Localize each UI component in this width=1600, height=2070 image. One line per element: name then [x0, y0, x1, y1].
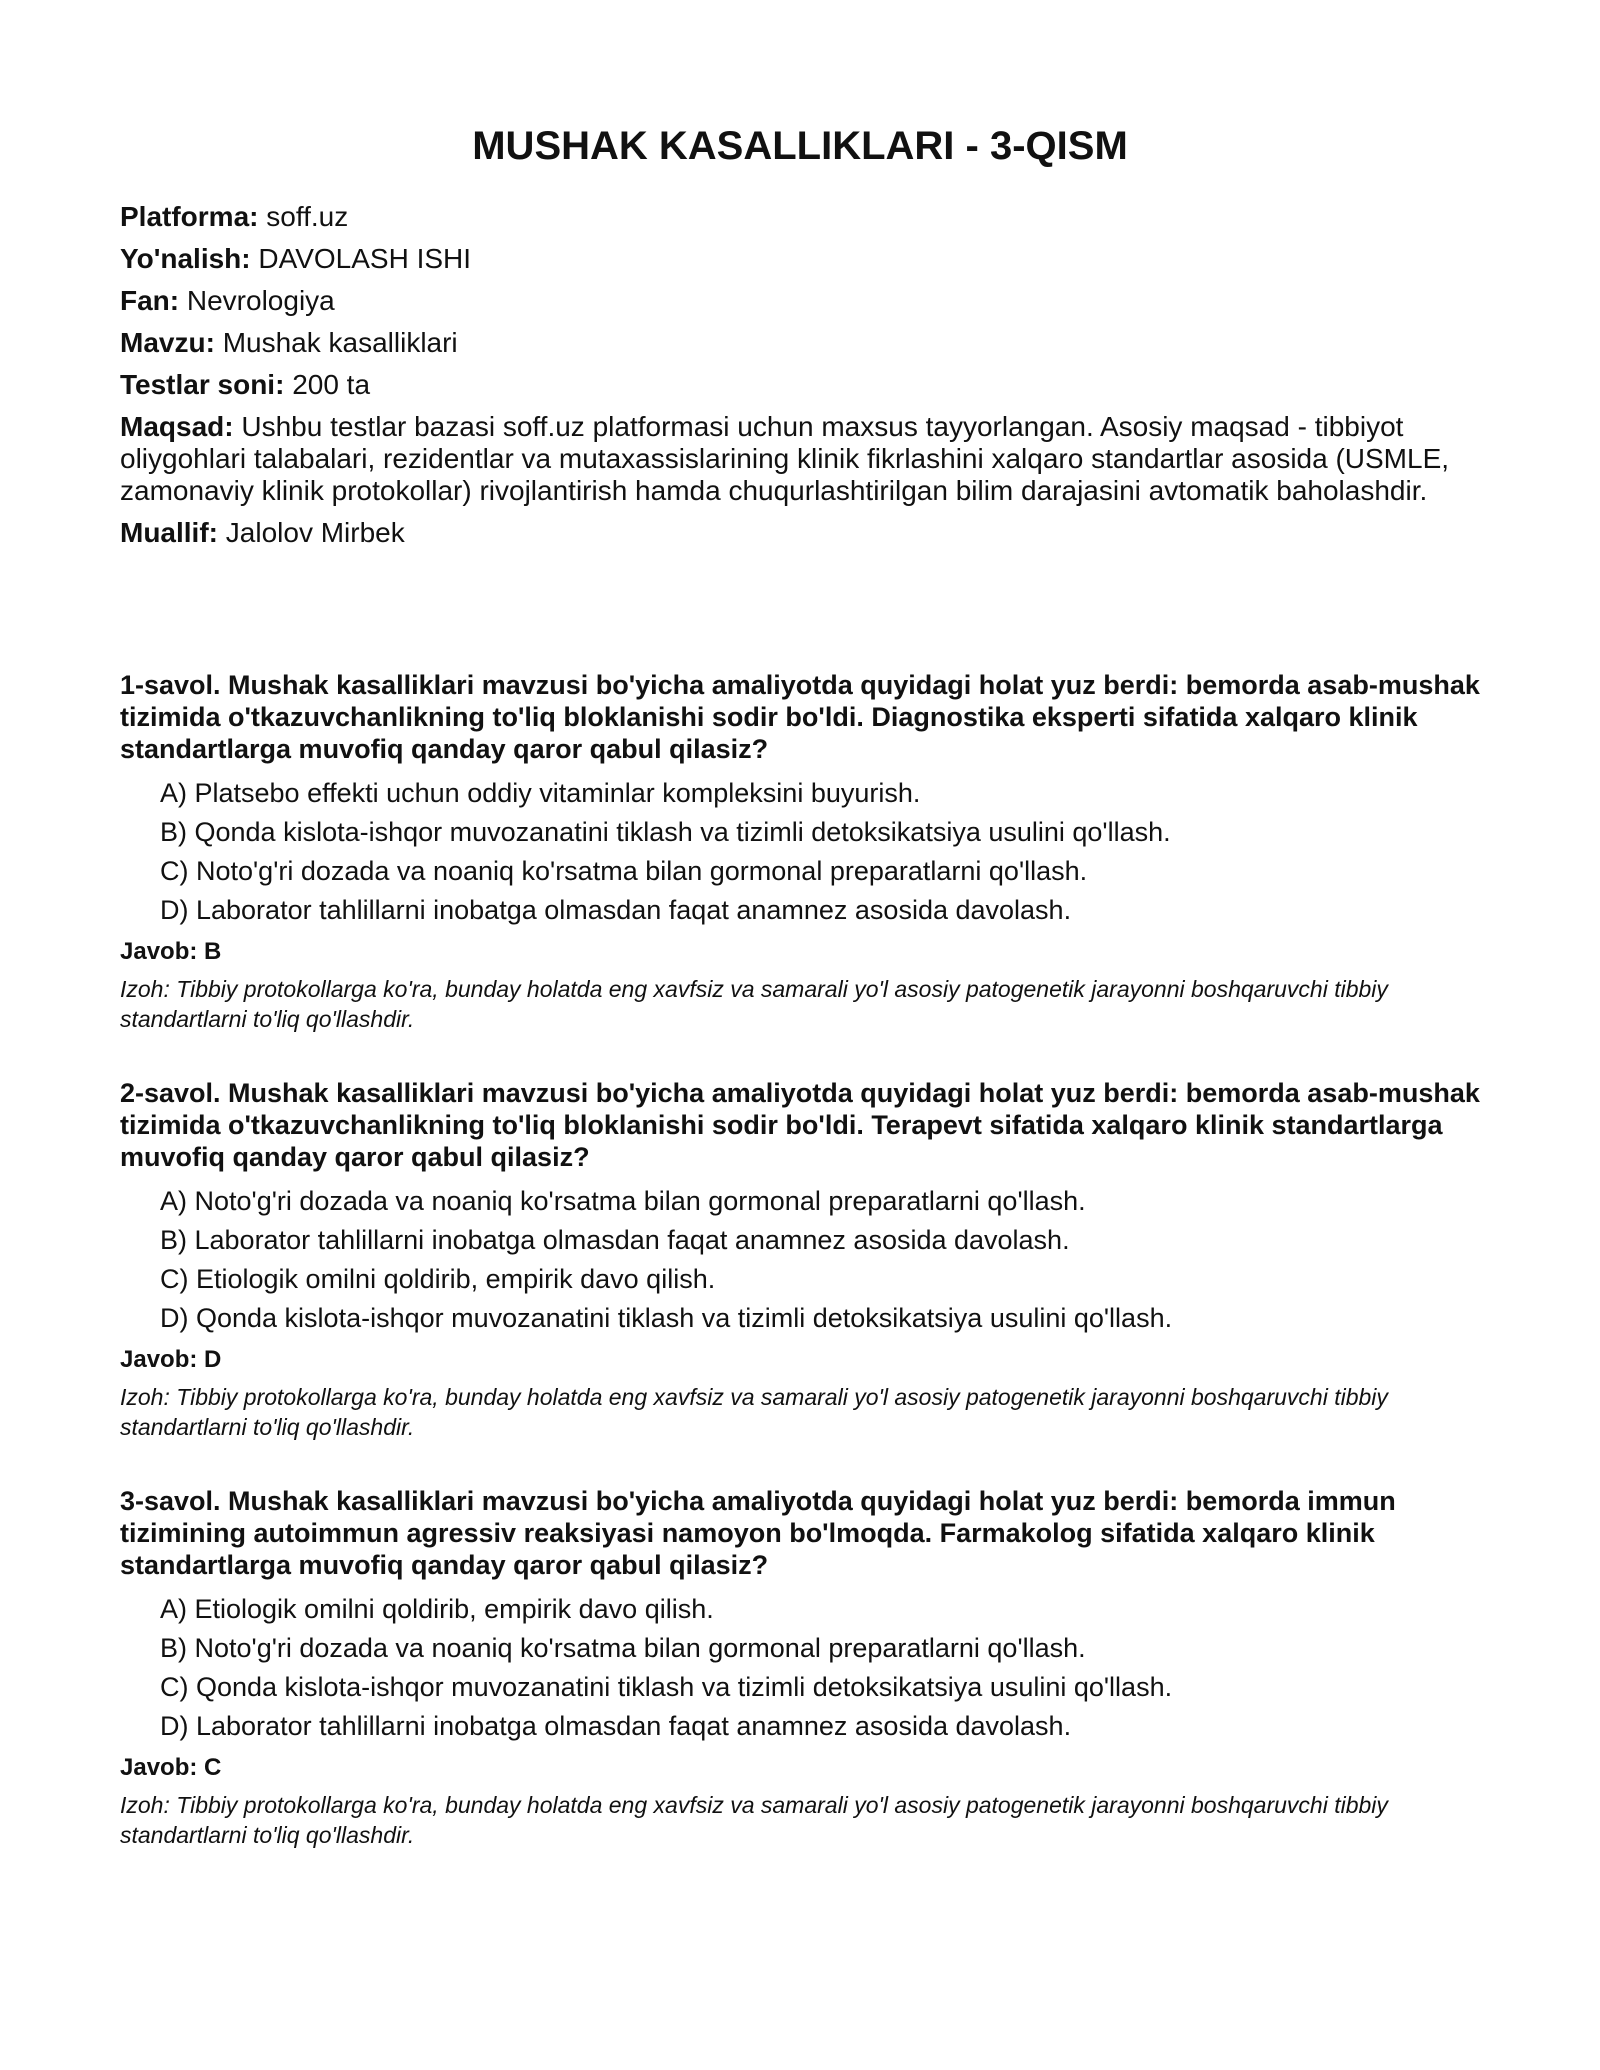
option-c: C) Etiologik omilni qoldirib, empirik davo qilish. — [160, 1264, 716, 1294]
option-a: A) Etiologik omilni qoldirib, empirik davo qilish. — [160, 1594, 714, 1624]
meta-value: Ushbu testlar bazasi soff.uz platformasi uchun maxsus tayyorlangan. Asosiy maqsad - tibbiyot oliygohlari talabalari, rezidentlar va mutaxassislarining klinik fikrlashini xalqaro standartlar asosida (USMLE, zamonaviy klinik protokollar) rivojlantirish hamda chuqurlashtirilgan bilim darajasini avtomatik baholashdir. — [120, 411, 1450, 506]
meta-label: Testlar soni: — [120, 369, 285, 400]
answer-options — [120, 777, 1510, 926]
meta-value: DAVOLASH ISHI — [258, 243, 472, 274]
meta-author — [120, 517, 1500, 549]
document-metadata — [120, 201, 1500, 559]
answer-value: B — [204, 938, 222, 965]
document-title: MUSHAK KASALLIKLARI - 3-QISM — [472, 124, 1128, 168]
question-item — [120, 1077, 1510, 1485]
answer-value: D — [204, 1346, 222, 1373]
meta-label: Muallif: — [120, 517, 218, 548]
option-b: B) Laborator tahlillarni inobatga olmasdan faqat anamnez asosida davolash. — [160, 1225, 1070, 1255]
option-a: A) Platsebo effekti uchun oddiy vitaminlar kompleksini buyurish. — [160, 778, 921, 808]
answer-line — [120, 938, 1510, 966]
meta-test-count — [120, 369, 1500, 401]
option-c: C) Qonda kislota-ishqor muvozanatini tiklash va tizimli detoksikatsiya usulini qo'llash. — [160, 1672, 1173, 1702]
meta-value: 200 ta — [292, 369, 371, 400]
question-text: 2-savol. Mushak kasalliklari mavzusi bo'yicha amaliyotda quyidagi holat yuz berdi: bemorda asab-mushak tizimida o'tkazuvchanlikning to'liq bloklanishi sodir bo'ldi. Terapevt sifatida xalqaro klinik standartlarga muvofiq qanday qaror qabul qilasiz? — [120, 1078, 1480, 1172]
answer-label: Javob: — [120, 1346, 198, 1373]
answer-label: Javob: — [120, 938, 198, 965]
option-d: D) Laborator tahlillarni inobatga olmasdan faqat anamnez asosida davolash. — [160, 895, 1072, 925]
meta-value: Nevrologiya — [186, 285, 335, 316]
meta-label: Mavzu: — [120, 327, 215, 358]
meta-subject — [120, 285, 1500, 317]
meta-label: Maqsad: — [120, 411, 234, 442]
answer-options — [120, 1593, 1510, 1742]
question-item — [120, 1485, 1510, 1893]
option-b: B) Noto'g'ri dozada va noaniq ko'rsatma bilan gormonal preparatlarni qo'llash. — [160, 1633, 1086, 1663]
option-c: C) Noto'g'ri dozada va noaniq ko'rsatma bilan gormonal preparatlarni qo'llash. — [160, 856, 1088, 886]
meta-value: Mushak kasalliklari — [222, 327, 458, 358]
option-b: B) Qonda kislota-ishqor muvozanatini tiklash va tizimli detoksikatsiya usulini qo'llash. — [160, 817, 1171, 847]
explanation-text: Izoh: Tibbiy protokollarga ko'ra, bunday holatda eng xavfsiz va samarali yo'l asosiy patogenetik jarayonni boshqaruvchi tibbiy standartlarni to'liq qo'llashdir. — [120, 976, 1388, 1032]
explanation-text: Izoh: Tibbiy protokollarga ko'ra, bunday holatda eng xavfsiz va samarali yo'l asosiy patogenetik jarayonni boshqaruvchi tibbiy standartlarni to'liq qo'llashdir. — [120, 1384, 1388, 1440]
meta-direction — [120, 243, 1500, 275]
option-d: D) Laborator tahlillarni inobatga olmasdan faqat anamnez asosida davolash. — [160, 1711, 1072, 1741]
meta-value: Jalolov Mirbek — [225, 517, 405, 548]
option-d: D) Qonda kislota-ishqor muvozanatini tiklash va tizimli detoksikatsiya usulini qo'llash. — [160, 1303, 1173, 1333]
answer-line — [120, 1754, 1510, 1782]
meta-value: soff.uz — [266, 201, 349, 232]
meta-label: Yo'nalish: — [120, 243, 251, 274]
question-list — [120, 669, 1510, 1893]
meta-label: Platforma: — [120, 201, 259, 232]
answer-label: Javob: — [120, 1754, 198, 1781]
answer-options — [120, 1185, 1510, 1334]
question-text: 1-savol. Mushak kasalliklari mavzusi bo'yicha amaliyotda quyidagi holat yuz berdi: bemorda asab-mushak tizimida o'tkazuvchanlikning to'liq bloklanishi sodir bo'ldi. Diagnostika eksperti sifatida xalqaro klinik standartlarga muvofiq qanday qaror qabul qilasiz? — [120, 670, 1480, 764]
option-a: A) Noto'g'ri dozada va noaniq ko'rsatma bilan gormonal preparatlarni qo'llash. — [160, 1186, 1086, 1216]
question-text: 3-savol. Mushak kasalliklari mavzusi bo'yicha amaliyotda quyidagi holat yuz berdi: bemorda immun tizimining autoimmun agressiv reaksiyasi namoyon bo'lmoqda. Farmakolog sifatida xalqaro klinik standartlarga muvofiq qanday qaror qabul qilasiz? — [120, 1486, 1396, 1580]
meta-topic — [120, 327, 1500, 359]
meta-label: Fan: — [120, 285, 180, 316]
answer-line — [120, 1346, 1510, 1374]
explanation-text: Izoh: Tibbiy protokollarga ko'ra, bunday holatda eng xavfsiz va samarali yo'l asosiy patogenetik jarayonni boshqaruvchi tibbiy standartlarni to'liq qo'llashdir. — [120, 1792, 1388, 1848]
meta-platform — [120, 201, 1500, 233]
meta-purpose — [120, 411, 1500, 507]
answer-value: C — [204, 1754, 222, 1781]
question-item — [120, 669, 1510, 1077]
